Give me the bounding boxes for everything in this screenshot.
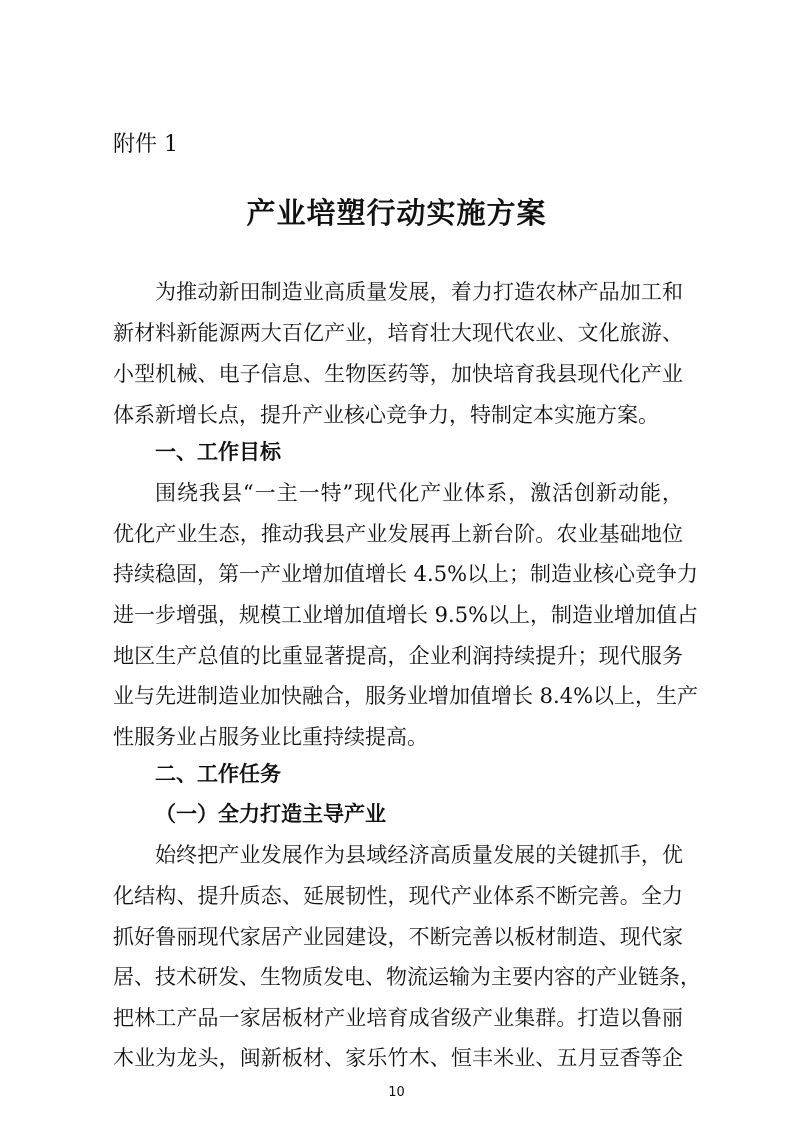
section-heading-goals: 一、工作目标 [155, 440, 281, 464]
section-heading-tasks: 二、工作任务 [155, 762, 281, 786]
intro-line-4: 体系新增长点，提升产业核心竞争力，特制定本实施方案。 [113, 403, 659, 427]
goals-line-4: 进一步增强，规模工业增加值增长 9.5%以上，制造业增加值占 [113, 603, 699, 627]
tasks-line-3: 抓好鲁丽现代家居产业园建设，不断完善以板材制造、现代家 [113, 925, 683, 949]
intro-line-1: 为推动新田制造业高质量发展，着力打造农林产品加工和 [155, 280, 683, 304]
goals-line-1: 围绕我县“一主一特”现代化产业体系，激活创新动能， [155, 481, 683, 505]
goals-line-5: 地区生产总值的比重显著提高，企业利润持续提升；现代服务 [113, 644, 683, 668]
goals-line-7: 性服务业占服务业比重持续提高。 [113, 725, 428, 749]
goals-line-6: 业与先进制造业加快融合，服务业增加值增长 8.4%以上，生产 [113, 684, 699, 708]
tasks-line-1: 始终把产业发展作为县域经济高质量发展的关键抓手，优 [155, 843, 683, 867]
tasks-line-4: 居、技术研发、生物质发电、物流运输为主要内容的产业链条， [113, 965, 701, 989]
tasks-line-6: 木业为龙头，闽新板材、家乐竹木、恒丰米业、五月豆香等企 [113, 1046, 683, 1070]
document-title: 产业培塑行动实施方案 [246, 196, 547, 230]
tasks-line-2: 化结构、提升质态、延展韧性，现代产业体系不断完善。全力 [113, 884, 683, 908]
intro-line-2: 新材料新能源两大百亿产业，培育壮大现代农业、文化旅游、 [113, 321, 683, 345]
subsection-heading: （一）全力打造主导产业 [155, 801, 386, 826]
page-number: 10 [388, 1085, 405, 1100]
tasks-line-5: 把林工产品一家居板材产业培育成省级产业集群。打造以鲁丽 [113, 1006, 683, 1030]
goals-line-3: 持续稳固，第一产业增加值增长 4.5%以上；制造业核心竞争力 [113, 562, 699, 586]
annex-label: 附件 1 [113, 132, 178, 157]
goals-line-2: 优化产业生态，推动我县产业发展再上新台阶。农业基础地位 [113, 522, 683, 546]
intro-line-3: 小型机械、电子信息、生物医药等，加快培育我县现代化产业 [113, 362, 683, 386]
